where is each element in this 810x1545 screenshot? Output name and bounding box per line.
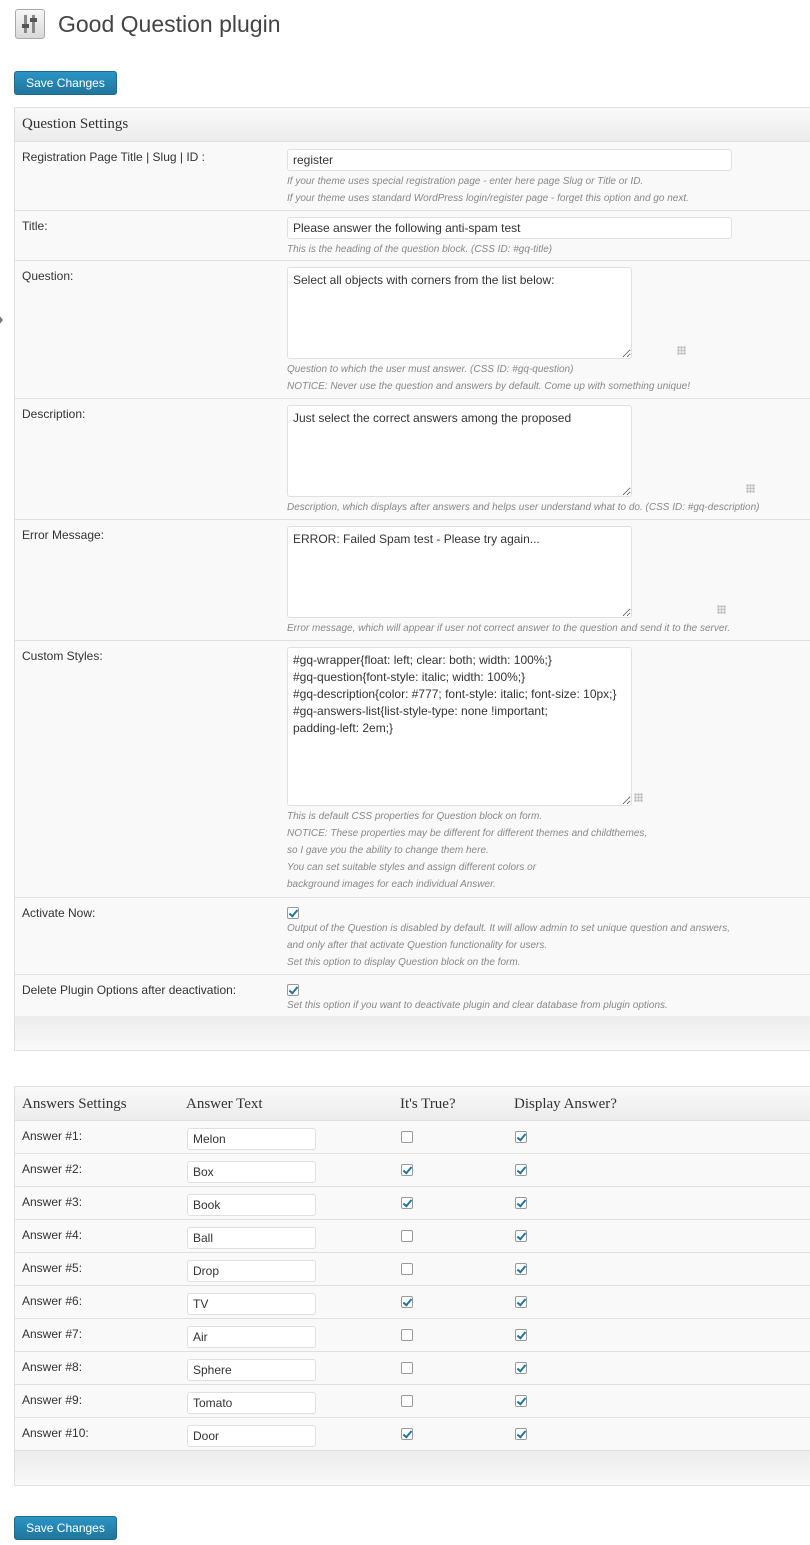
answer-display-checkbox[interactable] [515, 1296, 527, 1308]
answers-list [15, 1121, 810, 1451]
answers-table-header [15, 1087, 810, 1121]
answer-is-true-checkbox[interactable] [401, 1230, 413, 1242]
resize-grip-icon[interactable] [677, 346, 686, 355]
column-answer-text: Answer Text [186, 1096, 263, 1112]
plugin-settings-icon [15, 9, 45, 39]
answer-label: Answer #8: [22, 1360, 83, 1374]
answer-is-true-checkbox[interactable] [401, 1263, 413, 1275]
custom-styles-row [15, 641, 810, 898]
delete-options-label: Delete Plugin Options after deactivation: [22, 983, 237, 997]
description-row [15, 399, 810, 520]
answer-row [15, 1352, 810, 1385]
question-label: Question: [22, 269, 74, 283]
answer-text-input[interactable] [187, 1359, 316, 1381]
answer-row [15, 1286, 810, 1319]
error-desc: Error message, which will appear if user not correct answer to the question and send it to the server. [287, 623, 731, 634]
panel-footer [15, 1451, 810, 1485]
custom-styles-desc-4: You can set suitable styles and assign different colors or [287, 862, 537, 873]
delete-options-row [15, 975, 810, 1017]
answer-text-input[interactable] [187, 1128, 316, 1150]
description-desc: Description, which displays after answers and helps user understand what to do. (CSS ID: #gq-description) [287, 502, 760, 513]
answer-display-checkbox[interactable] [515, 1329, 527, 1341]
answer-label: Answer #3: [22, 1195, 83, 1209]
answer-display-checkbox[interactable] [515, 1230, 527, 1242]
answer-text-input[interactable] [187, 1161, 316, 1183]
activate-desc-2: and only after that activate Question functionality for users. [287, 940, 548, 951]
answer-label: Answer #1: [22, 1129, 83, 1143]
error-textarea[interactable] [287, 526, 632, 618]
answer-display-checkbox[interactable] [515, 1428, 527, 1440]
answer-label: Answer #7: [22, 1327, 83, 1341]
save-changes-button-bottom[interactable]: Save Changes [14, 1516, 117, 1540]
answer-row [15, 1154, 810, 1187]
answer-is-true-checkbox[interactable] [401, 1362, 413, 1374]
answer-text-input[interactable] [187, 1227, 316, 1249]
custom-styles-desc-1: This is default CSS properties for Question block on form. [287, 811, 543, 822]
activate-checkbox[interactable] [287, 907, 299, 919]
description-textarea[interactable] [287, 405, 632, 497]
answer-text-input[interactable] [187, 1260, 316, 1282]
save-changes-button[interactable]: Save Changes [14, 71, 117, 95]
title-input[interactable] [287, 217, 732, 239]
registration-input[interactable] [287, 149, 732, 171]
answer-display-checkbox[interactable] [515, 1131, 527, 1143]
delete-options-checkbox[interactable] [287, 984, 299, 996]
page-header [15, 7, 281, 41]
delete-options-desc: Set this option if you want to deactivate plugin and clear database from plugin options. [287, 1000, 668, 1011]
answer-label: Answer #2: [22, 1162, 83, 1176]
answer-row [15, 1220, 810, 1253]
title-row [15, 211, 810, 261]
activate-row [15, 898, 810, 975]
answer-text-input[interactable] [187, 1392, 316, 1414]
answer-display-checkbox[interactable] [515, 1395, 527, 1407]
activate-label: Activate Now: [22, 906, 96, 920]
answer-label: Answer #6: [22, 1294, 83, 1308]
custom-styles-textarea[interactable] [287, 647, 632, 806]
registration-desc-2: If your theme uses standard WordPress login/register page - forget this option and go next. [287, 193, 689, 204]
column-display-answer: Display Answer? [514, 1096, 617, 1112]
answer-display-checkbox[interactable] [515, 1164, 527, 1176]
answer-row [15, 1418, 810, 1451]
answer-is-true-checkbox[interactable] [401, 1329, 413, 1341]
collapse-arrow-icon[interactable] [0, 314, 3, 326]
error-row [15, 520, 810, 641]
answer-label: Answer #10: [22, 1426, 89, 1440]
activate-desc-3: Set this option to display Question block on the form. [287, 957, 521, 968]
resize-grip-icon[interactable] [717, 605, 726, 614]
answer-is-true-checkbox[interactable] [401, 1197, 413, 1209]
question-settings-panel [14, 107, 810, 1051]
question-desc-2: NOTICE: Never use the question and answers by default. Come up with something unique! [287, 381, 690, 392]
answers-settings-panel [14, 1086, 810, 1486]
title-desc: This is the heading of the question block. (CSS ID: #gq-title) [287, 244, 553, 255]
answer-text-input[interactable] [187, 1293, 316, 1315]
answer-display-checkbox[interactable] [515, 1197, 527, 1209]
answer-is-true-checkbox[interactable] [401, 1428, 413, 1440]
answer-display-checkbox[interactable] [515, 1362, 527, 1374]
page-title: Good Question plugin [58, 10, 281, 37]
answer-label: Answer #4: [22, 1228, 83, 1242]
title-label: Title: [22, 219, 48, 233]
description-label: Description: [22, 407, 86, 421]
custom-styles-desc-5: background images for each individual Answer. [287, 879, 496, 890]
question-textarea[interactable] [287, 267, 632, 359]
custom-styles-label: Custom Styles: [22, 649, 103, 663]
answer-label: Answer #5: [22, 1261, 83, 1275]
answer-is-true-checkbox[interactable] [401, 1296, 413, 1308]
answer-label: Answer #9: [22, 1393, 83, 1407]
column-answers-settings: Answers Settings [22, 1096, 127, 1112]
answer-row [15, 1319, 810, 1352]
error-label: Error Message: [22, 528, 105, 542]
resize-grip-icon[interactable] [634, 793, 643, 802]
answer-is-true-checkbox[interactable] [401, 1395, 413, 1407]
registration-row [15, 142, 810, 211]
question-row [15, 261, 810, 399]
custom-styles-desc-2: NOTICE: These properties may be different for different themes and childthemes, [287, 828, 648, 839]
resize-grip-icon[interactable] [746, 484, 755, 493]
answer-text-input[interactable] [187, 1194, 316, 1216]
registration-label: Registration Page Title | Slug | ID : [22, 150, 205, 164]
panel-heading: Question Settings [15, 108, 810, 142]
answer-row [15, 1253, 810, 1286]
panel-footer [15, 1016, 810, 1050]
answer-row [15, 1187, 810, 1220]
custom-styles-desc-3: so I gave you the ability to change them here. [287, 845, 489, 856]
answer-display-checkbox[interactable] [515, 1263, 527, 1275]
answer-text-input[interactable] [187, 1425, 316, 1447]
column-its-true: It's True? [400, 1096, 456, 1112]
answer-is-true-checkbox[interactable] [401, 1131, 413, 1143]
answer-text-input[interactable] [187, 1326, 316, 1348]
answer-is-true-checkbox[interactable] [401, 1164, 413, 1176]
registration-desc-1: If your theme uses special registration page - enter here page Slug or Title or ID. [287, 176, 644, 187]
answer-row [15, 1121, 810, 1154]
answer-row [15, 1385, 810, 1418]
activate-desc-1: Output of the Question is disabled by default. It will allow admin to set unique question and answers, [287, 923, 731, 934]
question-desc-1: Question to which the user must answer. (CSS ID: #gq-question) [287, 364, 574, 375]
